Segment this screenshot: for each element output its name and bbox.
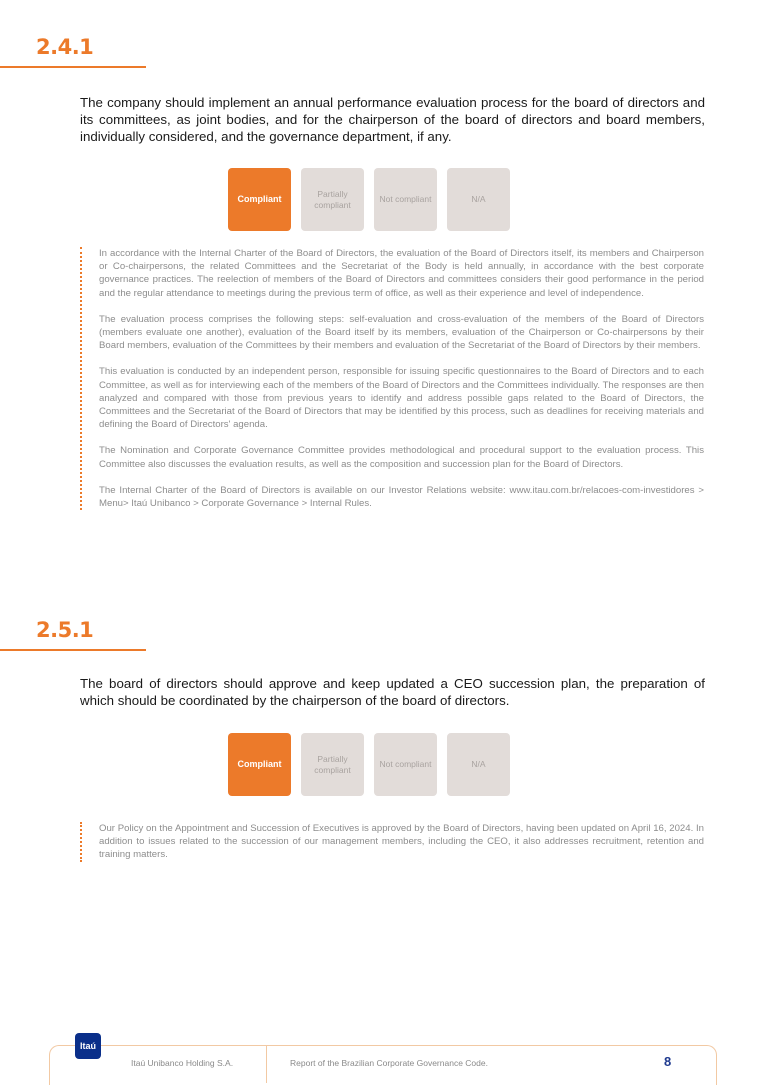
explanation-paragraph: In accordance with the Internal Charter of the Board of Directors, the evaluation of the Board of Directors itself, its members and Chairperson or Co-chairpersons, the related Committees and the Secretariat of the Body is held annually, in accordance with the best corporate governance practices. The reelection of members of the Board of Directors and committees considers their good performance in the period and the regular attendance to meetings during the previous term of office, as well as their experience and level of independence.	[99, 248, 704, 299]
section-rule	[0, 66, 146, 68]
footer-divider	[266, 1046, 267, 1083]
explanation-2-4-1	[80, 247, 704, 510]
section-rule	[0, 649, 146, 651]
status-partially-compliant: Partially compliant	[301, 168, 364, 231]
itau-logo: Itaú	[75, 1033, 101, 1059]
page-number: 8	[664, 1054, 672, 1069]
status-na: N/A	[447, 733, 510, 796]
status-compliant: Compliant	[228, 168, 291, 231]
footer-company: Itaú Unibanco Holding S.A.	[131, 1058, 234, 1068]
status-partially-compliant: Partially compliant	[301, 733, 364, 796]
explanation-paragraph: This evaluation is conducted by an independent person, responsible for issuing specific questionnaires to the Board of Directors and to each Committee, as well as for interviewing each of the members of the Board of Directors and the Committees individually. The responses are then analyzed and compared with those from previous years to identify and address possible gaps related to the Board of Directors, the Committees and the Secretariat of the Board of Directors that may be identified by this process, such as deadlines for receiving materials and defining the Board of Directors' agenda.	[99, 366, 704, 431]
status-not-compliant: Not compliant	[374, 168, 437, 231]
section-number-2-5-1: 2.5.1	[36, 618, 94, 642]
status-compliant: Compliant	[228, 733, 291, 796]
section-number-2-4-1: 2.4.1	[36, 35, 94, 59]
status-not-compliant: Not compliant	[374, 733, 437, 796]
statement-2-4-1: The company should implement an annual performance evaluation process for the board of directors and its committees, as joint bodies, and for the chairperson of the board of directors and board members, individually considered, and the governance department, if any.	[80, 95, 705, 144]
status-na: N/A	[447, 168, 510, 231]
footer-report-title: Report of the Brazilian Corporate Governance Code.	[290, 1058, 488, 1068]
explanation-paragraph: Our Policy on the Appointment and Succession of Executives is approved by the Board of Directors, having been updated on April 16, 2024. In addition to issues related to the succession of our management members, including the CEO, it also addresses recruitment, retention and training matters.	[99, 823, 704, 861]
explanation-2-5-1	[80, 822, 704, 862]
statement-2-5-1: The board of directors should approve and keep updated a CEO succession plan, the preparation of which should be coordinated by the chairperson of the board of directors.	[80, 676, 705, 708]
status-options-2-4-1	[228, 168, 510, 231]
explanation-paragraph: The Internal Charter of the Board of Directors is available on our Investor Relations website: www.itau.com.br/relacoes-com-investidores > Menu> Itaú Unibanco > Corporate Governance > Internal Rules.	[99, 484, 704, 510]
status-options-2-5-1	[228, 733, 510, 796]
explanation-paragraph: The evaluation process comprises the following steps: self-evaluation and cross-evaluation of the members of the Board of Directors (members evaluate one another), evaluation of the Board itself by its members, evaluation of the Chairperson or Co-chairpersons by their Board members, evaluation of the Committees by their members and evaluation of the Secretariat of the Board of Directors by their members.	[99, 313, 704, 352]
explanation-paragraph: The Nomination and Corporate Governance Committee provides methodological and procedural support to the evaluation process. This Committee also discusses the evaluation results, as well as the composition and succession plan for the Board of Directors.	[99, 445, 704, 470]
